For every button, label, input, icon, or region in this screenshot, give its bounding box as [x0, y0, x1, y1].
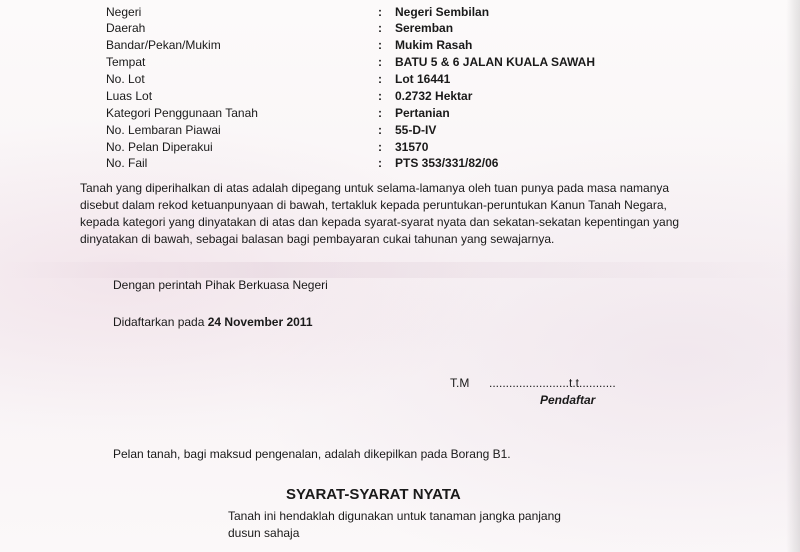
condition-line: Tanah ini hendaklah digunakan untuk tanaman jangka panjang [228, 509, 561, 523]
paragraph-line: dinyatakan di bawah, sebagai balasan bagi pembayaran cukai tahunan yang sewajarnya. [80, 232, 555, 246]
field-value: PTS 353/331/82/06 [395, 156, 499, 170]
field-colon: : [378, 106, 382, 120]
field-colon: : [378, 140, 382, 154]
field-row-no-lot [106, 71, 666, 87]
field-label: No. Fail [106, 156, 148, 170]
field-value: 0.2732 Hektar [395, 89, 473, 103]
field-label: Bandar/Pekan/Mukim [106, 38, 221, 52]
field-row-lembaran [106, 122, 666, 138]
signature-dotted-line: ........................t.t........... [489, 376, 616, 390]
paragraph-line: disebut dalam rekod ketuanpunyaan di bawah, tertakluk kepada peruntukan-peruntukan Kanun Tanah Negara, [80, 198, 667, 212]
field-row-pelan [106, 139, 666, 155]
field-row-tempat [106, 54, 666, 70]
conditions-heading: SYARAT-SYARAT NYATA [286, 486, 461, 503]
field-label: Daerah [106, 21, 146, 35]
field-value: Mukim Rasah [395, 38, 473, 52]
field-label: No. Lembaran Piawai [106, 123, 221, 137]
field-row-fail [106, 155, 666, 171]
tm-label: T.M [450, 376, 470, 390]
field-colon: : [378, 38, 382, 52]
field-colon: : [378, 5, 382, 19]
paragraph-line: kepada kategori yang dinyatakan di atas dan kepada syarat-syarat nyata dan sekatan-sekatan kepentingan yang [80, 215, 680, 229]
field-value: Pertanian [395, 106, 450, 120]
field-colon: : [378, 72, 382, 86]
field-row-luas-lot [106, 88, 666, 104]
condition-line: dusun sahaja [228, 526, 300, 540]
field-colon: : [378, 156, 382, 170]
field-label: Kategori Penggunaan Tanah [106, 106, 258, 120]
field-value: 55-D-IV [395, 123, 437, 137]
field-colon: : [378, 123, 382, 137]
authority-line: Dengan perintah Pihak Berkuasa Negeri [113, 278, 328, 292]
field-label: Luas Lot [106, 89, 153, 103]
field-label: Tempat [106, 55, 146, 69]
tenure-paragraph [80, 180, 780, 248]
field-label: No. Lot [106, 72, 145, 86]
field-row-daerah [106, 20, 666, 36]
field-label: Negeri [106, 5, 142, 19]
page-edge-shadow [786, 0, 800, 552]
field-value: Negeri Sembilan [395, 5, 490, 19]
field-colon: : [378, 55, 382, 69]
registration-line [113, 314, 313, 330]
field-label: No. Pelan Diperakui [106, 140, 213, 154]
field-row-negeri [106, 4, 666, 20]
field-colon: : [378, 21, 382, 35]
field-value: Seremban [395, 21, 454, 35]
registrar-label: Pendaftar [540, 393, 596, 407]
registration-date: 24 November 2011 [207, 315, 313, 329]
watermark-band [0, 262, 800, 278]
field-value: Lot 16441 [395, 72, 451, 86]
paragraph-line: Tanah yang diperihalkan di atas adalah dipegang untuk selama-lamanya oleh tuan punya pada masa namanya [80, 181, 670, 195]
field-value: 31570 [395, 140, 429, 154]
plan-note: Pelan tanah, bagi maksud pengenalan, adalah dikepilkan pada Borang B1. [113, 447, 511, 461]
field-row-kategori [106, 105, 666, 121]
field-value: BATU 5 & 6 JALAN KUALA SAWAH [395, 55, 596, 69]
registration-prefix: Didaftarkan pada [113, 315, 205, 329]
field-row-mukim [106, 37, 666, 53]
field-colon: : [378, 89, 382, 103]
